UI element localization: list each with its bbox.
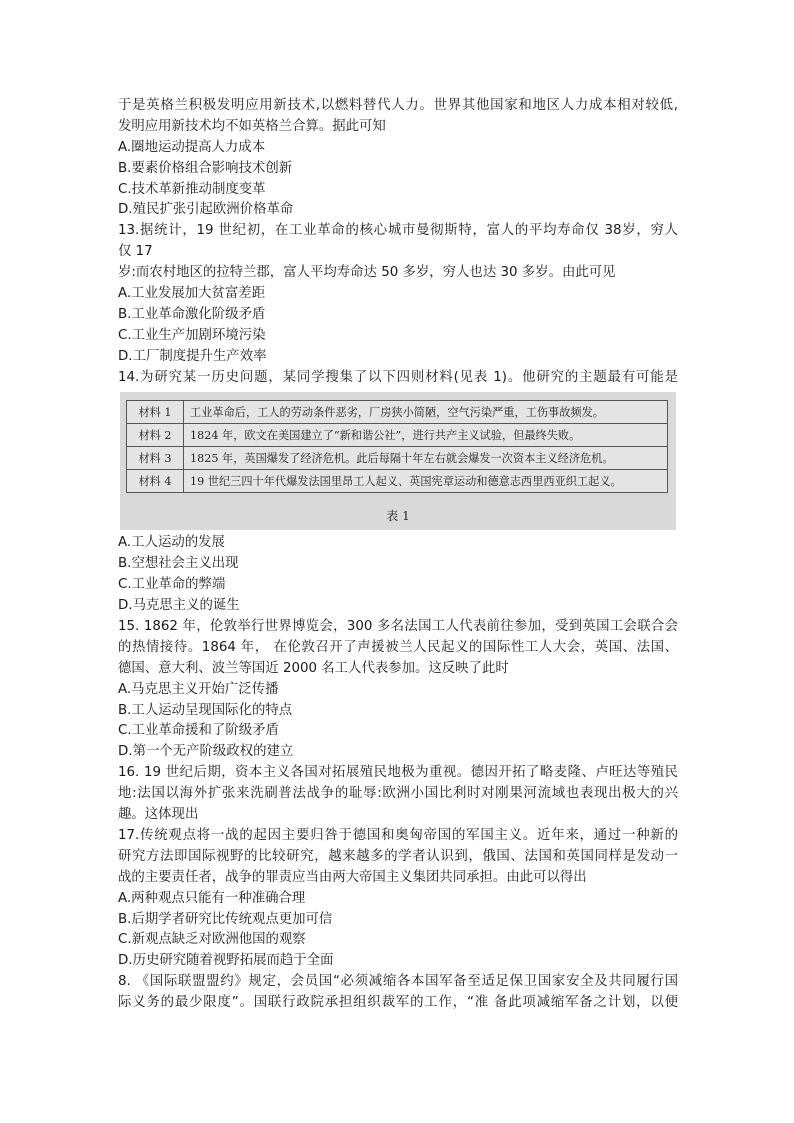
material-label: 材料 1 bbox=[127, 401, 184, 424]
answer-option: D.殖民扩张引起欧洲价格革命 bbox=[118, 202, 294, 218]
question-stem: 8. 《国际联盟盟约》规定，会员国“必须减缩各本国军备至适足保卫国家安全及共同履行国 bbox=[118, 974, 678, 990]
answer-option: A.两种观点只能有一种准确合理 bbox=[118, 890, 306, 906]
question-stem: 研究方法即国际视野的比较研究，越来越多的学者认识到，俄国、法国和英国同样是发动一 bbox=[118, 848, 678, 864]
answer-option: B.工人运动呈现国际化的特点 bbox=[118, 702, 293, 718]
answer-option: D.历史研究随着视野拓展而趋于全面 bbox=[118, 953, 334, 969]
material-text: 工业革命后，工人的劳动条件恶劣，厂房狭小简陋，空气污染严重，工伤事故频发。 bbox=[184, 401, 668, 424]
material-label: 材料 4 bbox=[127, 470, 184, 493]
table-caption: 表 1 bbox=[386, 509, 410, 524]
materials-table bbox=[126, 400, 668, 493]
text-block-bottom bbox=[118, 533, 678, 1013]
exam-page bbox=[118, 96, 678, 1014]
answer-option: C.技术革新推动制度变革 bbox=[118, 181, 266, 197]
question-stem: 地:法国以海外扩张来洗刷普法战争的耻辱:欧洲小国比利时对刚果河流域也表现出极大的兴 bbox=[118, 786, 678, 802]
answer-option: B.空想社会主义出现 bbox=[118, 556, 239, 572]
answer-option: C.工业革命的弊端 bbox=[118, 577, 226, 593]
question-stem: 战的主要责任者，战争的罪责应当由两大帝国主义集团共同承担。由此可以得出 bbox=[118, 869, 587, 885]
table-row bbox=[127, 470, 668, 493]
material-text: 1825 年，英国爆发了经济危机。此后每隔十年左右就会爆发一次资本主义经济危机。 bbox=[184, 447, 668, 470]
answer-option: A.马克思主义开始广泛传播 bbox=[118, 681, 279, 697]
answer-option: A.圈地运动提高人力成本 bbox=[118, 139, 266, 155]
question-stem: 14.为研究某一历史问题，某同学搜集了以下四则材料(见表 1)。他研究的主题最有可能是 bbox=[118, 369, 678, 385]
question-stem: 仅 17 bbox=[118, 244, 153, 260]
question-stem: 德国、意大利、波兰等国近 2000 名工人代表参加。这反映了此时 bbox=[118, 660, 509, 676]
answer-option: A.工业发展加大贫富差距 bbox=[118, 286, 266, 302]
answer-option: B.要素价格组合影响技术创新 bbox=[118, 160, 293, 176]
question-stem: 岁:而农村地区的拉特兰郡，富人平均寿命达 50 多岁，穷人也达 30 多岁。由此可见 bbox=[118, 265, 616, 281]
answer-option: A.工人运动的发展 bbox=[118, 535, 225, 551]
answer-option: D.工厂制度提升生产效率 bbox=[118, 348, 267, 364]
text-line: 发明应用新技术均不如英格兰合算。据此可知 bbox=[118, 118, 386, 134]
question-stem: 际义务的最少限度”。国联行政院承担组织裁军的工作，“准 备此项减缩军备之计划，以便 bbox=[118, 995, 678, 1011]
text-line: 于是英格兰积极发明应用新技术,以燃料替代人力。世界其他国家和地区人力成本相对较低, bbox=[118, 98, 678, 113]
table-row bbox=[127, 401, 668, 424]
answer-option: D.第一个无产阶级政权的建立 bbox=[118, 744, 294, 760]
question-stem: 16. 19 世纪后期，资本主义各国对拓展殖民地极为重视。德因开拓了略麦隆、卢旺达等殖民 bbox=[118, 765, 678, 781]
answer-option: C.新观点缺乏对欧洲他国的观察 bbox=[118, 932, 306, 948]
question-stem: 13.据统计，19 世纪初，在工业革命的核心城市曼彻斯特，富人的平均寿命仅 38岁，穷人 bbox=[118, 223, 678, 239]
answer-option: C.工业生产加剧环境污染 bbox=[118, 327, 266, 343]
material-label: 材料 2 bbox=[127, 424, 184, 447]
material-text: 19 世纪三四十年代爆发法国里昂工人起义、英国宪章运动和德意志西里西亚织工起义。 bbox=[184, 470, 668, 493]
material-label: 材料 3 bbox=[127, 447, 184, 470]
question-stem: 15. 1862 年，伦敦举行世界博览会，300 多名法国工人代表前往参加，受到英国工会联合会 bbox=[118, 619, 678, 635]
table-row bbox=[127, 447, 668, 470]
materials-table-image bbox=[120, 392, 676, 530]
material-text: 1824 年，欧文在美国建立了“新和谐公社”，进行共产主义试验，但最终失败。 bbox=[184, 424, 668, 447]
question-stem: 的热情接待。1864 年， 在伦敦召开了声援被兰人民起义的国际性工人大会，英国、法国、 bbox=[118, 639, 678, 655]
answer-option: C.工业革命援和了阶级矛盾 bbox=[118, 723, 279, 739]
table-row bbox=[127, 424, 668, 447]
text-block-top bbox=[118, 96, 678, 388]
answer-option: B.后期学者研究比传统观点更加可信 bbox=[118, 911, 333, 927]
question-stem: 趣。这体现出 bbox=[118, 807, 199, 823]
answer-option: B.工业革命激化阶级矛盾 bbox=[118, 306, 266, 322]
answer-option: D.马克思主义的诞生 bbox=[118, 598, 240, 614]
question-stem: 17.传统观点将一战的起因主要归咎于德国和奥匈帝国的军国主义。近年来，通过一种新的 bbox=[118, 827, 678, 843]
